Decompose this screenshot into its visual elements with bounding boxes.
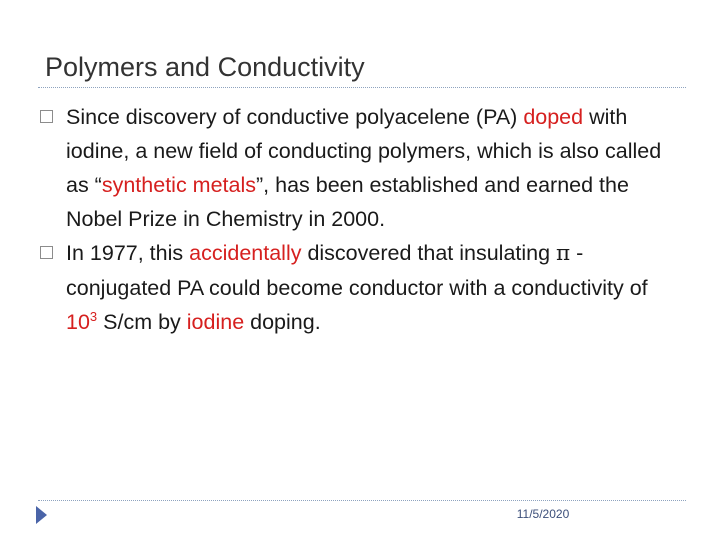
highlight-synthetic-metals: synthetic metals bbox=[101, 173, 256, 197]
hollow-square-icon bbox=[40, 246, 53, 259]
title-divider bbox=[38, 87, 686, 88]
bullet-text: -conjugated PA could become conductor with a conductivity of bbox=[66, 241, 648, 300]
highlight-iodine: iodine bbox=[186, 310, 245, 334]
bullet-text: S/cm by bbox=[97, 310, 187, 334]
bullet-text: In 1977, this bbox=[66, 241, 190, 265]
bullet-text: with iodine, a new field of conducting polymers, which is also called as “ bbox=[66, 105, 662, 197]
highlight-doped: doped bbox=[523, 105, 584, 129]
hollow-square-icon bbox=[40, 110, 53, 123]
slide-date: 11/5/2020 bbox=[516, 507, 570, 521]
highlight-conductivity-exponent: 3 bbox=[89, 309, 98, 324]
bullet-text: Since discovery of conductive polyacelene (PA) bbox=[66, 105, 524, 129]
highlight-conductivity-base: 10 bbox=[66, 310, 90, 334]
slide-title: Polymers and Conductivity bbox=[45, 52, 365, 82]
bullet-item bbox=[40, 100, 680, 236]
bullet-item bbox=[40, 236, 680, 339]
bullet-text: doping. bbox=[244, 310, 321, 334]
highlight-accidentally: accidentally bbox=[189, 241, 302, 265]
bullet-text: ”, has been established and earned the Nobel Prize in Chemistry in 2000. bbox=[66, 173, 629, 231]
bullet-text: discovered that insulating bbox=[301, 241, 557, 265]
footer-divider bbox=[38, 500, 686, 501]
pi-symbol: π bbox=[556, 241, 571, 266]
slide-body bbox=[40, 100, 680, 339]
triangle-right-icon[interactable] bbox=[36, 506, 47, 524]
